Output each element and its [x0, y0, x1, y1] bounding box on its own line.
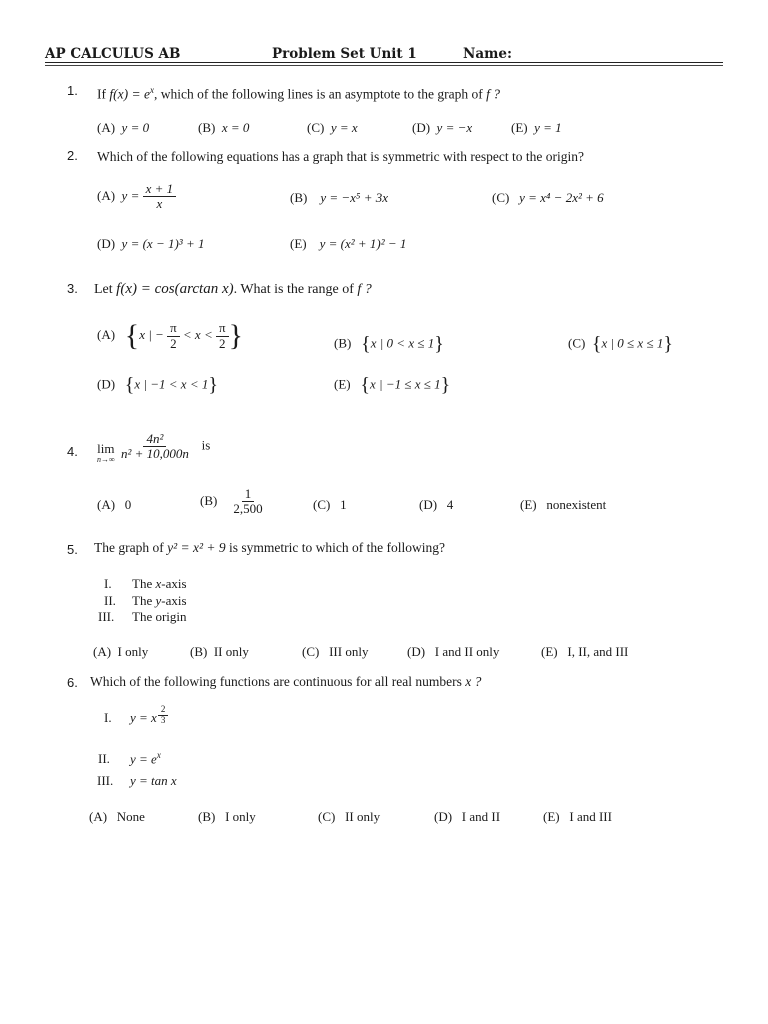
answer-choice[interactable]: (D) y = −x [412, 120, 473, 135]
roman-item: III. y = tan x [97, 773, 177, 788]
header-rule [45, 62, 723, 63]
answer-choice[interactable]: (E) I and III [543, 809, 612, 824]
question-number: 2. [67, 148, 78, 163]
answer-choice[interactable]: (C) III only [302, 644, 369, 659]
question-stem: The graph of y² = x² + 9 is symmetric to which of the following? [94, 540, 446, 555]
answer-choice[interactable]: (E) nonexistent [520, 497, 607, 512]
answer-choice[interactable]: (A) I only [93, 644, 149, 659]
answer-choice[interactable]: (C) II only [318, 809, 381, 824]
answer-choice[interactable]: (D) {x | −1 < x < 1} [97, 374, 218, 396]
answer-choice[interactable]: (A) {x | − $\frac{\pi}{2}$ < x < $\frac{\pi}{2}$ } [97, 319, 243, 352]
question-stem: If $f(x) = e^x$, which of the following lines is an asymptote to the graph of f ? [97, 85, 501, 102]
answer-choice[interactable]: (D) 4 [419, 497, 454, 512]
answer-choice[interactable]: (A) None [89, 809, 145, 824]
answer-choice[interactable]: (C) {x | 0 ≤ x ≤ 1} [568, 333, 673, 355]
answer-choice[interactable]: (D) y = (x − 1)³ + 1 [97, 236, 205, 251]
answer-choice[interactable]: (B) {x | 0 < x ≤ 1} [334, 333, 444, 355]
answer-choice[interactable]: (E) I, II, and III [541, 644, 629, 659]
answer-choice[interactable]: (A) 0 [97, 497, 132, 512]
answer-choice[interactable]: (A) y = $\frac{x + 1}{x}$ [97, 182, 176, 212]
roman-item: III. The origin [98, 609, 187, 624]
answer-choice[interactable]: (D) I and II [434, 809, 501, 824]
answer-choice[interactable]: (D) I and II only [407, 644, 500, 659]
answer-choice[interactable]: (A) y = 0 [97, 120, 150, 135]
question-number: 4. [67, 444, 78, 459]
question-number: 5. [67, 542, 78, 557]
question-number: 1. [67, 83, 78, 98]
problem-set-title: Problem Set Unit 1 [272, 46, 417, 62]
name-label: Name: [463, 46, 512, 62]
answer-choice[interactable]: (E) y = 1 [511, 120, 562, 135]
limit-expression: lim n→∞ $\frac{\text{4n²}}{\text{n² + 10,000n}}$ is [97, 430, 211, 465]
answer-choice[interactable]: (B) $\frac{1}{2,500}$ [200, 486, 263, 517]
roman-item: I. y = x $\frac{2}{3}$ [104, 705, 168, 726]
answer-choice[interactable]: (E) {x | −1 ≤ x ≤ 1} [334, 374, 451, 396]
answer-choice[interactable]: (B) y = −x⁵ + 3x [290, 190, 388, 205]
question-number: 6. [67, 675, 78, 690]
answer-choice[interactable]: (E) y = (x² + 1)² − 1 [290, 236, 407, 251]
answer-choice[interactable]: (B) II only [190, 644, 249, 659]
answer-choice[interactable]: (B) I only [198, 809, 256, 824]
roman-item: II. $y = e^x$ [98, 750, 161, 767]
header-rule-thin [45, 65, 723, 66]
question-number: 3. [67, 281, 78, 296]
question-stem: Let f(x) = cos(arctan x). What is the range of f ? [94, 281, 372, 297]
answer-choice[interactable]: (C) y = x⁴ − 2x² + 6 [492, 190, 604, 205]
roman-item: II. The y-axis [104, 593, 187, 608]
question-stem: Which of the following functions are continuous for all real numbers x ? [90, 674, 482, 689]
answer-choice[interactable]: (C) 1 [313, 497, 347, 512]
roman-item: I. The x-axis [104, 576, 187, 591]
answer-choice[interactable]: (B) x = 0 [198, 120, 250, 135]
answer-choice[interactable]: (C) y = x [307, 120, 358, 135]
question-stem: Which of the following equations has a graph that is symmetric with respect to the origin? [97, 149, 585, 164]
course-title: AP CALCULUS AB [45, 46, 181, 62]
